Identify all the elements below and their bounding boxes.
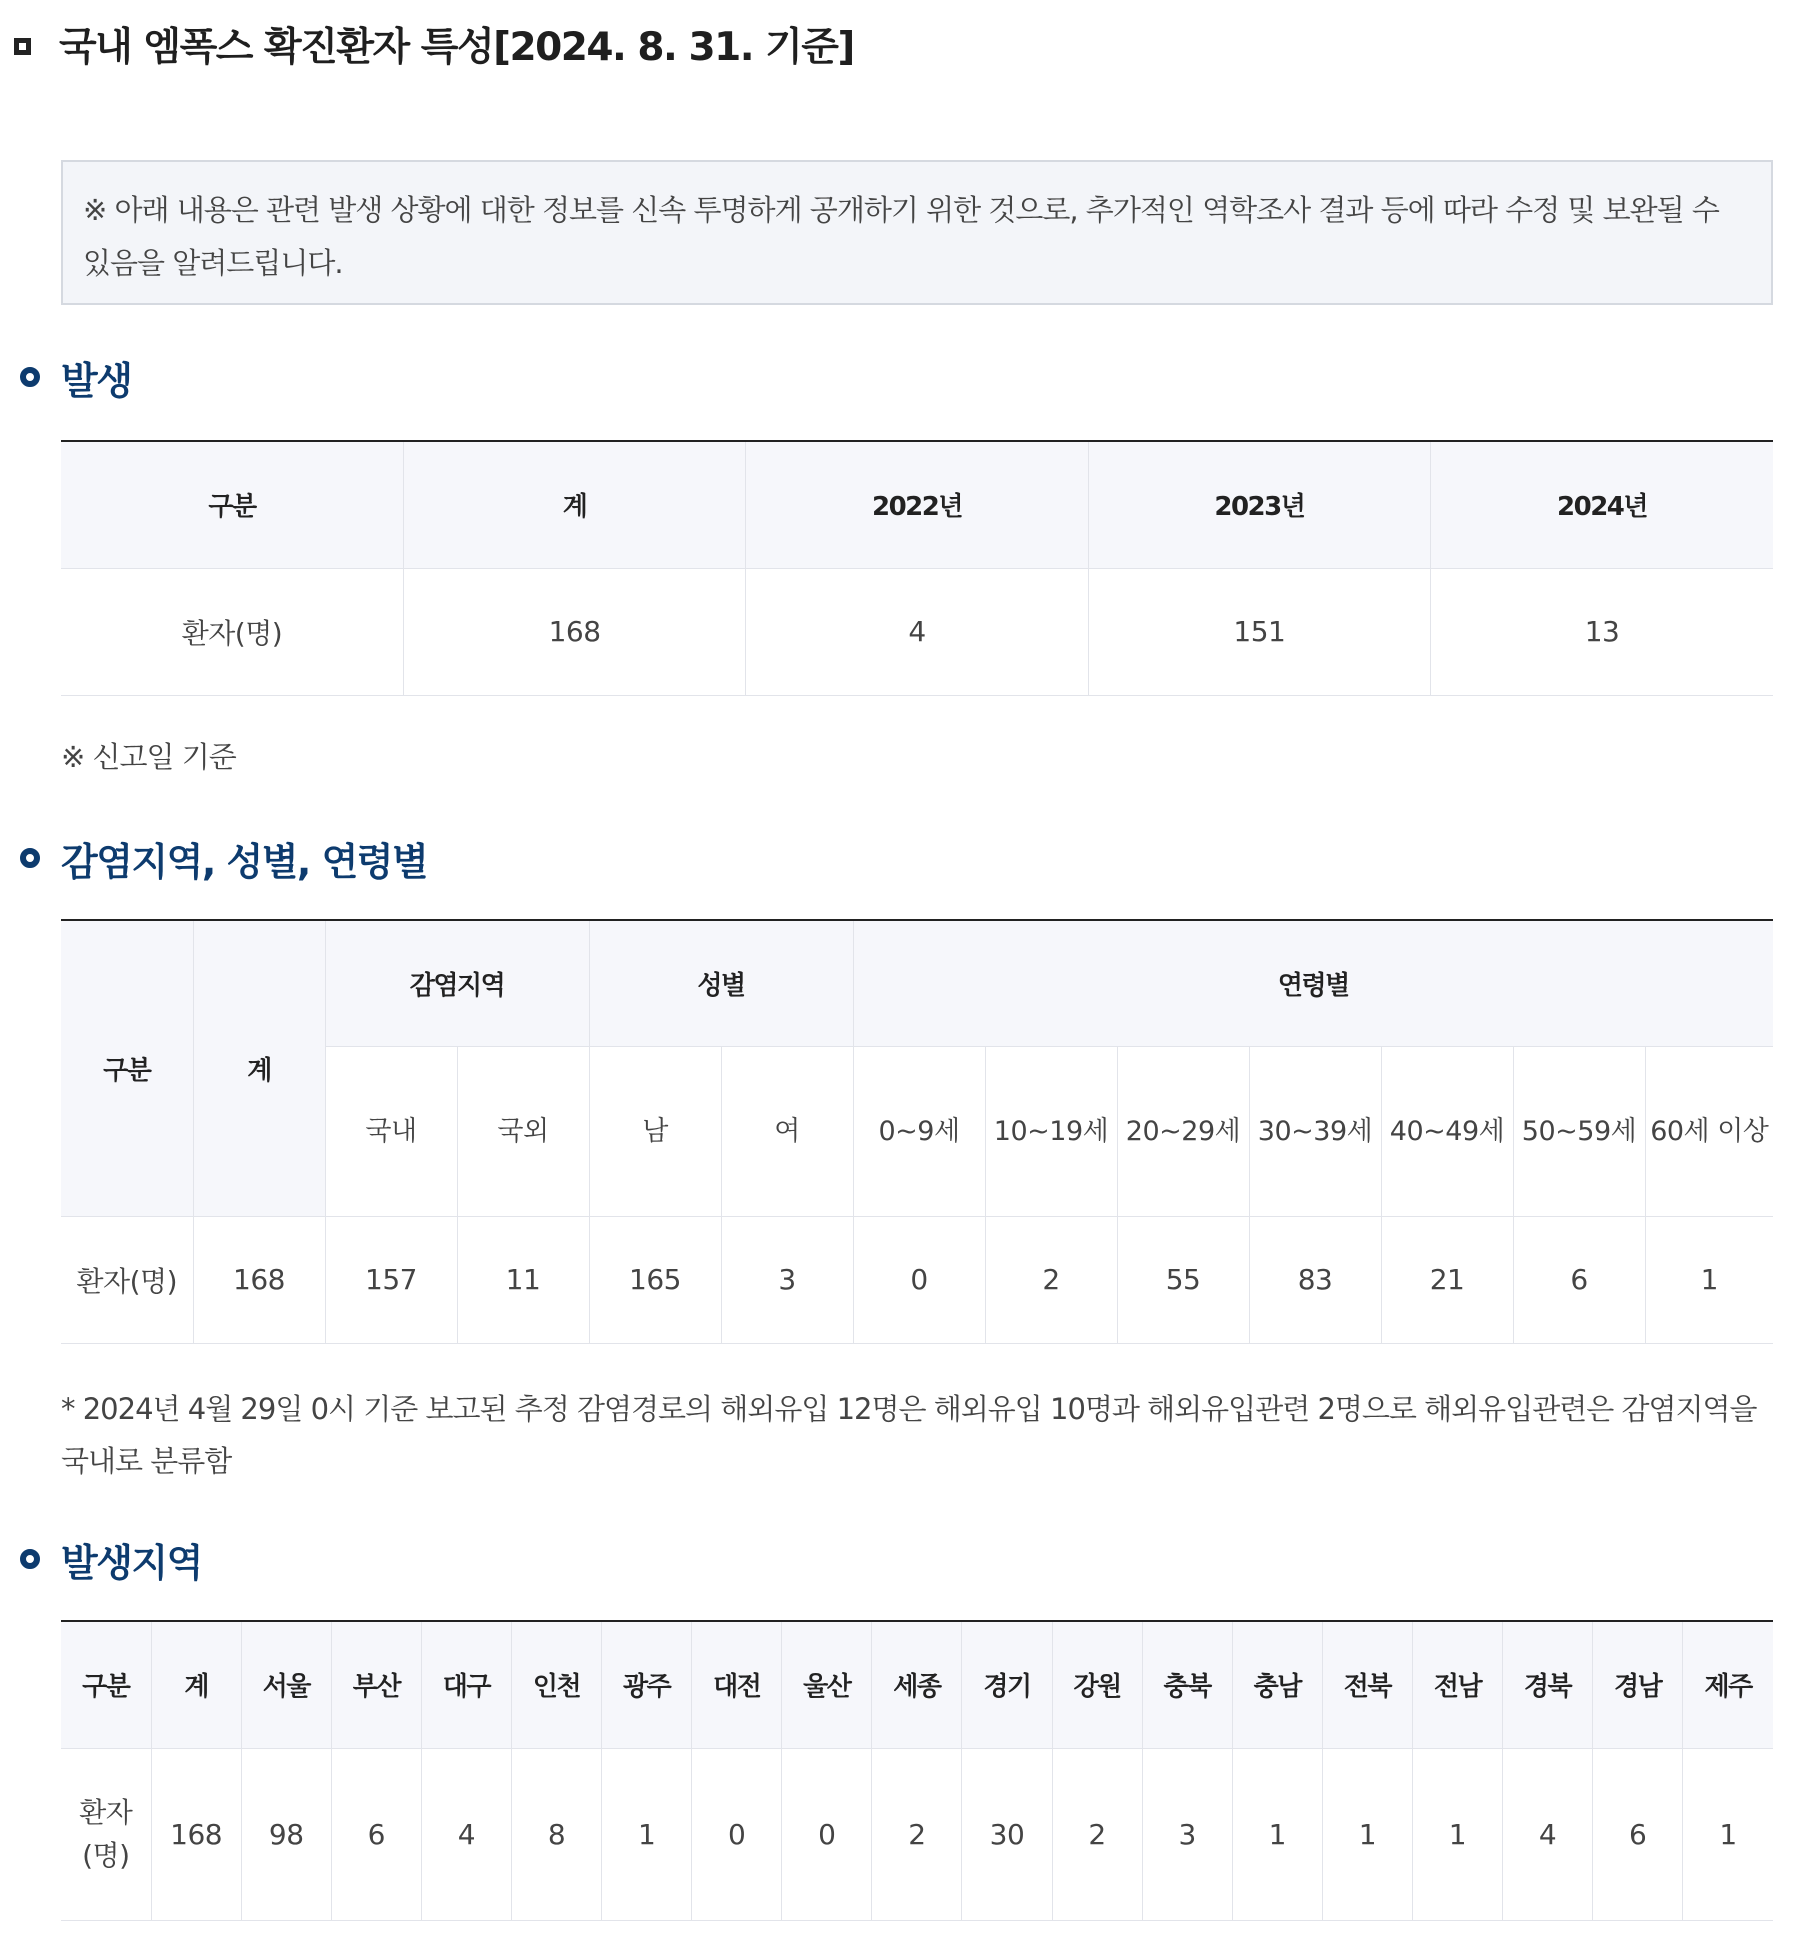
notice-box: ※ 아래 내용은 관련 발생 상황에 대한 정보를 신속 투명하게 공개하기 위한 것으로, 추가적인 역학조사 결과 등에 따라 수정 및 보완될 수 있음을 알려드립니다. <box>61 160 1773 305</box>
table-subheader: 여 <box>721 1046 853 1216</box>
section-title: 발생 <box>61 358 132 403</box>
table-header: 대전 <box>692 1621 782 1748</box>
table-header: 계 <box>151 1621 241 1748</box>
table-header: 광주 <box>602 1621 692 1748</box>
occurrence-note: ※ 신고일 기준 <box>61 740 236 774</box>
table-header: 경기 <box>962 1621 1052 1748</box>
breakdown-note: * 2024년 4월 29일 0시 기준 보고된 추정 감염경로의 해외유입 12명은 해외유입 10명과 해외유입관련 2명으로 해외유입관련은 감염지역을 국내로 분류함 <box>61 1392 1757 1478</box>
table-header: 인천 <box>511 1621 601 1748</box>
table-header: 경북 <box>1503 1621 1593 1748</box>
table-header: 서울 <box>241 1621 331 1748</box>
table-header: 경남 <box>1593 1621 1683 1748</box>
table-header: 부산 <box>331 1621 421 1748</box>
table-header: 충북 <box>1142 1621 1232 1748</box>
table-header: 2022년 <box>746 441 1088 568</box>
page-title-text: 국내 엠폭스 확진환자 특성[2024. 8. 31. 기준] <box>59 25 854 70</box>
section-title: 발생지역 <box>61 1540 202 1585</box>
table-row <box>61 568 1773 695</box>
table-cell: 환자(명) <box>61 1748 151 1920</box>
table-cell: 0 <box>853 1216 985 1343</box>
table-header: 계 <box>403 441 745 568</box>
circle-bullet-icon <box>20 367 40 387</box>
table-subheader: 60세 이상 <box>1645 1046 1773 1216</box>
table-header: 2024년 <box>1431 441 1773 568</box>
table-cell: 환자(명) <box>61 568 403 695</box>
occurrence-table <box>61 440 1773 696</box>
table-cell: 165 <box>589 1216 721 1343</box>
table-cell: 3 <box>721 1216 853 1343</box>
table-subheader: 10~19세 <box>985 1046 1117 1216</box>
table-cell: 168 <box>193 1216 325 1343</box>
circle-bullet-icon <box>20 848 40 868</box>
table-cell: 6 <box>1513 1216 1645 1343</box>
table-cell: 157 <box>325 1216 457 1343</box>
circle-bullet-icon <box>20 1549 40 1569</box>
table-header: 구분 <box>61 920 193 1216</box>
table-header: 전북 <box>1322 1621 1412 1748</box>
table-cell: 8 <box>511 1748 601 1920</box>
table-cell: 21 <box>1381 1216 1513 1343</box>
table-subheader: 20~29세 <box>1117 1046 1249 1216</box>
table-cell: 2 <box>1052 1748 1142 1920</box>
table-header: 충남 <box>1232 1621 1322 1748</box>
table-cell: 0 <box>782 1748 872 1920</box>
table-cell: 2 <box>985 1216 1117 1343</box>
table-cell: 1 <box>1322 1748 1412 1920</box>
table-cell: 168 <box>151 1748 241 1920</box>
section-heading-regions <box>20 1533 202 1585</box>
table-cell: 151 <box>1088 568 1430 695</box>
table-header: 계 <box>193 920 325 1216</box>
table-subheader: 30~39세 <box>1249 1046 1381 1216</box>
table-subheader: 40~49세 <box>1381 1046 1513 1216</box>
regions-table <box>61 1620 1773 1921</box>
section-title: 감염지역, 성별, 연령별 <box>61 839 428 884</box>
table-header: 성별 <box>589 920 853 1046</box>
page-title <box>14 14 854 74</box>
table-cell: 3 <box>1142 1748 1232 1920</box>
table-subheader: 남 <box>589 1046 721 1216</box>
table-header: 전남 <box>1412 1621 1502 1748</box>
table-header: 감염지역 <box>325 920 589 1046</box>
table-cell: 6 <box>1593 1748 1683 1920</box>
section-heading-occurrence <box>20 351 131 403</box>
table-subheader: 50~59세 <box>1513 1046 1645 1216</box>
table-header: 2023년 <box>1088 441 1430 568</box>
table-header: 구분 <box>61 441 403 568</box>
table-cell: 0 <box>692 1748 782 1920</box>
table-cell: 2 <box>872 1748 962 1920</box>
table-cell: 11 <box>457 1216 589 1343</box>
table-cell: 1 <box>1412 1748 1502 1920</box>
table-header: 연령별 <box>853 920 1773 1046</box>
table-cell: 1 <box>1645 1216 1773 1343</box>
table-subheader: 국내 <box>325 1046 457 1216</box>
table-cell: 30 <box>962 1748 1052 1920</box>
table-cell: 98 <box>241 1748 331 1920</box>
table-row <box>61 1748 1773 1920</box>
table-cell: 1 <box>1232 1748 1322 1920</box>
table-header: 울산 <box>782 1621 872 1748</box>
breakdown-table <box>61 919 1773 1344</box>
table-cell: 환자(명) <box>61 1216 193 1343</box>
table-cell: 83 <box>1249 1216 1381 1343</box>
table-cell: 13 <box>1431 568 1773 695</box>
table-row <box>61 1216 1773 1343</box>
table-cell: 4 <box>1503 1748 1593 1920</box>
section-heading-breakdown <box>20 832 427 884</box>
square-bullet-icon <box>14 38 31 55</box>
table-subheader: 국외 <box>457 1046 589 1216</box>
table-subheader: 0~9세 <box>853 1046 985 1216</box>
table-header: 대구 <box>421 1621 511 1748</box>
table-cell: 168 <box>403 568 745 695</box>
table-cell: 4 <box>746 568 1088 695</box>
table-cell: 4 <box>421 1748 511 1920</box>
table-header: 세종 <box>872 1621 962 1748</box>
table-cell: 6 <box>331 1748 421 1920</box>
table-cell: 1 <box>1683 1748 1773 1920</box>
table-header: 구분 <box>61 1621 151 1748</box>
table-header: 강원 <box>1052 1621 1142 1748</box>
table-cell: 55 <box>1117 1216 1249 1343</box>
table-header: 제주 <box>1683 1621 1773 1748</box>
table-cell: 1 <box>602 1748 692 1920</box>
